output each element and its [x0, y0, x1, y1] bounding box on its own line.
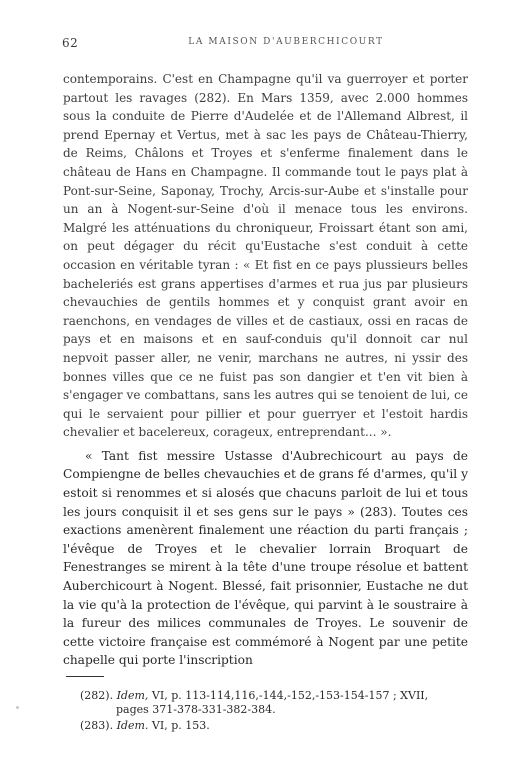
- body-text: [63, 70, 468, 670]
- footnote-ref: Idem,: [116, 689, 149, 702]
- footnote-283: [80, 719, 460, 733]
- page-blemish: [16, 706, 19, 709]
- paragraph: « Tant fist messire Ustasse d'Aubrechicourt au pays de Compiengne de belles chevauchies et de grans fé d'armes, qu'il y estoit si renommes et si alosés que chacuns parloit de lui et tous les jours conquisit il et ses gens sur le pays » (283). Toutes ces exactions amenèrent finalement une réaction du parti français ; l'évêque de Troyes et le chevalier lorrain Broquart de Fenestranges se mirent à la tête d'une troupe résolue et battent Auberchicourt à Nogent. Blessé, fait prisonnier, Eustache ne dut la vie qu'à la protection de l'évêque, qui parvint à le soustraire à la fureur des milices communales de Troyes. Le souvenir de cette victoire française est commémoré à Nogent par une petite chapelle qui porte l'inscription: [63, 448, 468, 668]
- footnote-text: VI, p. 153.: [151, 719, 210, 732]
- paragraph: contemporains. C'est en Champagne qu'il va guerroyer et porter partout les ravages (282). En Mars 1359, avec 2.000 hommes sous la conduite de Pierre d'Audelée et de l'Allemand Albrest, il prend Epernay et Vertus, met à sac les pays de Château-Thierry, de Reims, Châlons et Troyes et s'enferme finalement dans le château de Hans en Champagne. Il commande tout le pays plat à Pont-sur-Seine, Saponay, Trochy, Arcis-sur-Aube et s'installe pour un an à Nogent-sur-Seine d'où il menace tous les environs. Malgré les atténuations du chroniqueur, Froissart étant son ami, on peut dégager du récit qu'Eustache s'est conduit à cette occasion en véritable tyran : « Et fist en ce pays plussieurs belles bacheleriés est grans appertises d'armes et rua jus par plusieurs chevauchies de gentils hommes et y conquist grant avoir en raenchons, en vendages de villes et de castiaux, ossi en racas de pays et en maisons et en sauf-conduis qu'il donnoit car nul nepvoit passer aller, ne venir, marchans ne autres, ni yssir des bonnes villes que ce ne fuist pas son dangier et t'en vit bien à s'engager ve combattans, sans les autres qui se tenoient de lui, ce qui le servaient pour pillier et pour guerryer et l'estoit hardis chevalier et bacelereux, corageux, entreprendant... ».: [63, 72, 468, 440]
- footnote-number: (282).: [80, 689, 114, 702]
- footnote-ref: Idem.: [116, 719, 149, 732]
- footnotes: [80, 689, 460, 736]
- page-header: [62, 36, 470, 52]
- footnote-number: (283).: [80, 719, 114, 732]
- footnote-282: [80, 689, 460, 716]
- footnote-text-continued: pages 371-378-331-382-384.: [116, 702, 276, 716]
- footnote-divider: [66, 676, 104, 677]
- page-number: 62: [62, 36, 79, 50]
- running-head: LA MAISON D'AUBERCHICOURT: [188, 37, 384, 47]
- footnote-text: VI, p. 113-114,116,-144,-152,-153-154-157 ; XVII,: [151, 689, 429, 702]
